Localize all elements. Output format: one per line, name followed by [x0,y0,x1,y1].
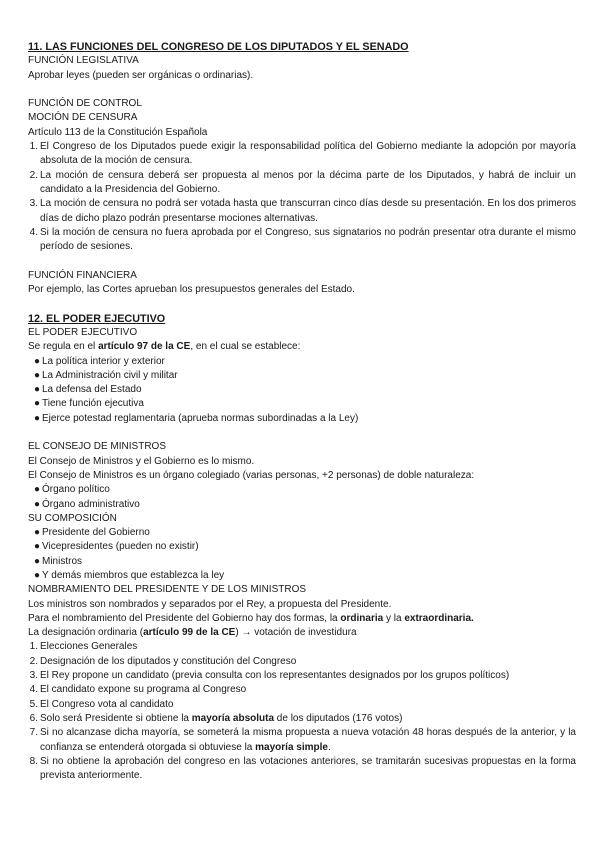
list-item: ● Presidente del Gobierno [34,527,150,539]
consejo-list [28,483,576,512]
poder-heading: EL PODER EJECUTIVO [28,326,138,338]
legislativa-text: Aprobar leyes (pueden ser orgánicas o ordinarias). [28,69,254,81]
list-item: 1. Elecciones Generales [29,641,138,653]
list-item: ● Tiene función ejecutiva [34,398,144,410]
list-item: ● La Administración civil y militar [34,369,178,381]
section-11-title: 11. LAS FUNCIONES DEL CONGRESO DE LOS DIPUTADOS Y EL SENADO [28,41,409,53]
censura-heading: MOCIÓN DE CENSURA [28,112,138,124]
list-item: ● Y demás miembros que establezca la ley [34,569,225,581]
list-item: ● La defensa del Estado [34,384,142,396]
legislativa-heading: FUNCIÓN LEGISLATIVA [28,55,139,67]
composicion-heading: SU COMPOSICIÓN [28,512,117,524]
regula-line: Se regula en el artículo 97 de la CE, en el cual se establece: [28,341,301,353]
list-item: 2. La moción de censura deberá ser propuesta al menos por la décima parte de los Diputados, y habrá de incluir un candidato a la Presidencia del Gobierno. [29,169,576,195]
investidura-steps [28,640,576,783]
censura-article: Artículo 113 de la Constitución Española [28,126,208,138]
list-item: 3. La moción de censura no podrá ser votada hasta que transcurran cinco días desde su presentación. En los dos primeros días de dicho plazo podrán presentarse mociones alternativas. [29,198,576,224]
regula-list [28,355,576,426]
list-item: ● La política interior y exterior [34,355,165,367]
financiera-heading: FUNCIÓN FINANCIERA [28,269,137,281]
list-item: 7. Si no alcanzase dicha mayoría, se someterá la misma propuesta a nueva votación 48 horas después de la anterior, y la confianza se entenderá otorgada si obtuviese la mayoría simple. [29,727,576,753]
list-item: 1. El Congreso de los Diputados puede exigir la responsabilidad política del Gobierno mediante la adopción por mayoría absoluta de la moción de censura. [29,141,576,167]
list-item: 2. Designación de los diputados y constitución del Congreso [29,655,297,667]
list-item: 3. El Rey propone un candidato (previa consulta con los representantes designados por los grupos políticos) [29,670,510,682]
list-item: ● Órgano administrativo [34,498,140,510]
nombramiento-line: Los ministros son nombrados y separados por el Rey, a propuesta del Presidente. [28,598,392,610]
section-12-title: 12. EL PODER EJECUTIVO [28,312,166,325]
list-item: ● Vicepresidentes (pueden no existir) [34,541,199,553]
list-item: ● Ministros [34,555,83,567]
composicion-list [28,526,576,583]
consejo-line-2: El Consejo de Ministros es un órgano colegiado (varias personas, +2 personas) de doble naturaleza: [28,469,475,481]
list-item: 8. Si no obtiene la aprobación del congreso en las votaciones anteriores, se tramitarán sucesivas propuestas en la forma prevista anteriormente. [29,755,576,782]
formas-line: Para el nombramiento del Presidente del Gobierno hay dos formas, la ordinaria y la extraordinaria. [28,612,474,624]
list-item: 5. El Congreso vota al candidato [29,698,174,710]
list-item: 4. El candidato expone su programa al Congreso [29,684,247,696]
document-page [28,40,576,783]
control-heading: FUNCIÓN DE CONTROL [28,98,142,110]
censura-list [28,140,576,254]
consejo-heading: EL CONSEJO DE MINISTROS [28,441,166,453]
list-item: ● Ejerce potestad reglamentaria (aprueba normas subordinadas a la Ley) [34,412,359,424]
list-item: 6. Solo será Presidente si obtiene la mayoría absoluta de los diputados (176 votos) [29,712,403,724]
nombramiento-heading: NOMBRAMIENTO DEL PRESIDENTE Y DE LOS MINISTROS [28,584,307,596]
designacion-line: La designación ordinaria (artículo 99 de la CE) → votación de investidura [28,627,357,639]
financiera-text: Por ejemplo, las Cortes aprueban los presupuestos generales del Estado. [28,284,355,296]
consejo-line-1: El Consejo de Ministros y el Gobierno es lo mismo. [28,455,255,467]
list-item: ● Órgano político [34,484,110,496]
list-item: 4. Si la moción de censura no fuera aprobada por el Congreso, sus signatarios no podrán presentar otra durante el mismo período de sesiones. [29,226,576,253]
